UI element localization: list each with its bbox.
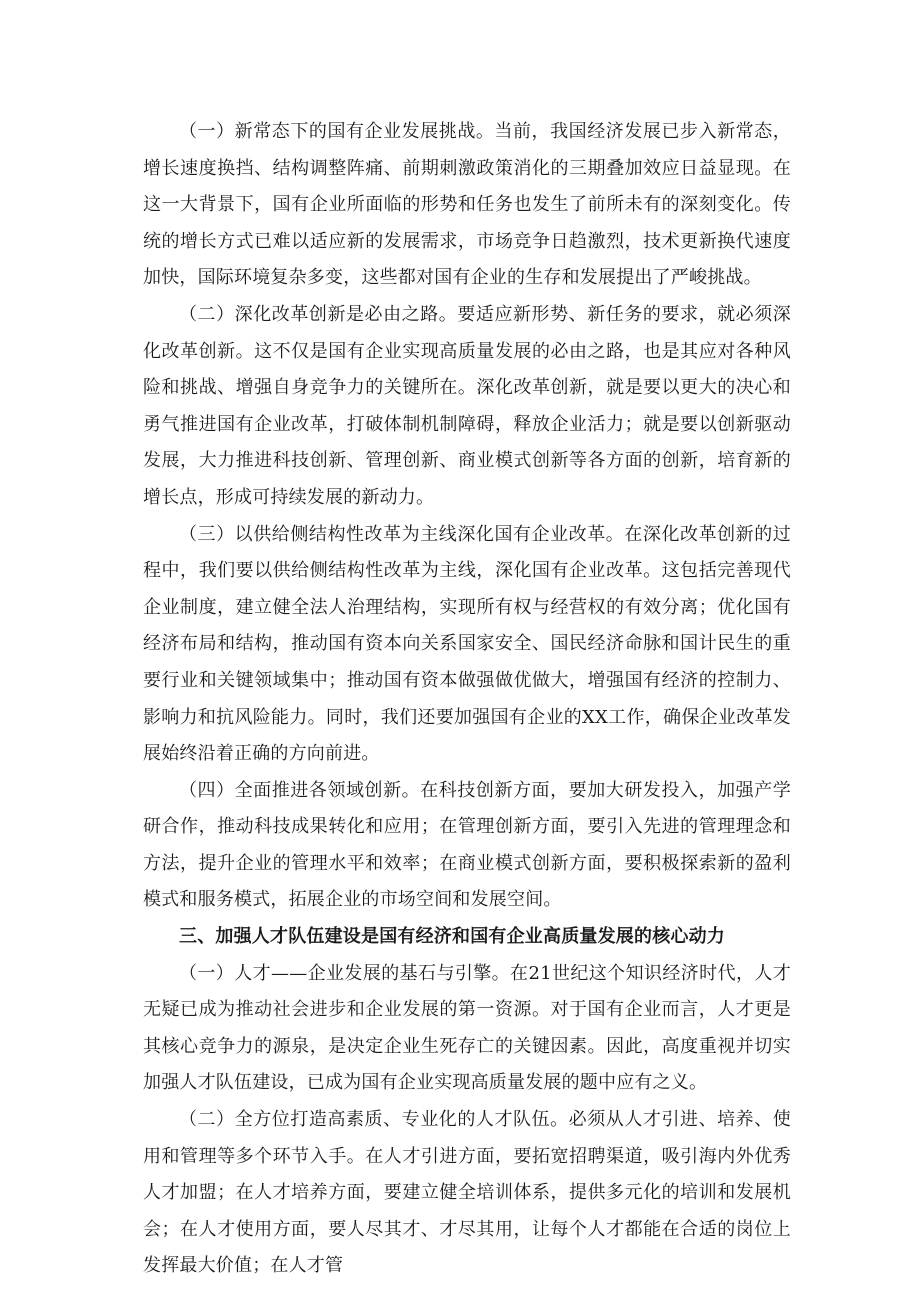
- document-body: [143, 114, 791, 1285]
- section-heading-talent: 三、加强人才队伍建设是国有经济和国有企业高质量发展的核心动力: [179, 926, 725, 948]
- paragraph-talent-foundation: （一）人才——企业发展的基石与引擎。在21世纪这个知识经济时代，人才无疑已成为推动社会进步和企业发展的第一资源。对于国有企业而言，人才更是其核心竞争力的源泉，是决定企业生死存亡的关键因素。因此，高度重视并切实加强人才队伍建设，已成为国有企业实现高质量发展的题中应有之义。: [143, 962, 791, 1094]
- paragraph-talent-team-building: （二）全方位打造高素质、专业化的人才队伍。必须从人才引进、培养、使用和管理等多个环节入手。在人才引进方面，要拓宽招聘渠道，吸引海内外优秀人才加盟；在人才培养方面，要建立健全培训体系，提供多元化的培训和发展机会；在人才使用方面，要人尽其才、才尽其用，让每个人才都能在合适的岗位上发挥最大价值；在人才管: [143, 1109, 791, 1277]
- paragraph-all-field-innovation: （四）全面推进各领域创新。在科技创新方面，要加大研发投入，加强产学研合作，推动科技成果转化和应用；在管理创新方面，要引入先进的管理理念和方法，提升企业的管理水平和效率；在商业模式创新方面，要积极探索新的盈利模式和服务模式，拓展企业的市场空间和发展空间。: [143, 779, 791, 911]
- paragraph-state-enterprise-challenges: （一）新常态下的国有企业发展挑战。当前，我国经济发展已步入新常态，增长速度换挡、结构调整阵痛、前期刺激政策消化的三期叠加效应日益显现。在这一大背景下，国有企业所面临的形势和任务也发生了前所未有的深刻变化。传统的增长方式已难以适应新的发展需求，市场竞争日趋激烈，技术更新换代速度加快，国际环境复杂多变，这些都对国有企业的生存和发展提出了严峻挑战。: [143, 121, 791, 289]
- paragraph-supply-side-reform: （三）以供给侧结构性改革为主线深化国有企业改革。在深化改革创新的过程中，我们要以供给侧结构性改革为主线，深化国有企业改革。这包括完善现代企业制度，建立健全法人治理结构，实现所有权与经营权的有效分离；优化国有经济布局和结构，推动国有资本向关系国家安全、国民经济命脉和国计民生的重要行业和关键领域集中；推动国有资本做强做优做大，增强国有经济的控制力、影响力和抗风险能力。同时，我们还要加强国有企业的XX工作，确保企业改革发展始终沿着正确的方向前进。: [143, 523, 791, 765]
- paragraph-deepen-reform-innovation: （二）深化改革创新是必由之路。要适应新形势、新任务的要求，就必须深化改革创新。这不仅是国有企业实现高质量发展的必由之路，也是其应对各种风险和挑战、增强自身竞争力的关键所在。深化改革创新，就是要以更大的决心和勇气推进国有企业改革，打破体制机制障碍，释放企业活力；就是要以创新驱动发展，大力推进科技创新、管理创新、商业模式创新等各方面的创新，培育新的增长点，形成可持续发展的新动力。: [143, 303, 791, 508]
